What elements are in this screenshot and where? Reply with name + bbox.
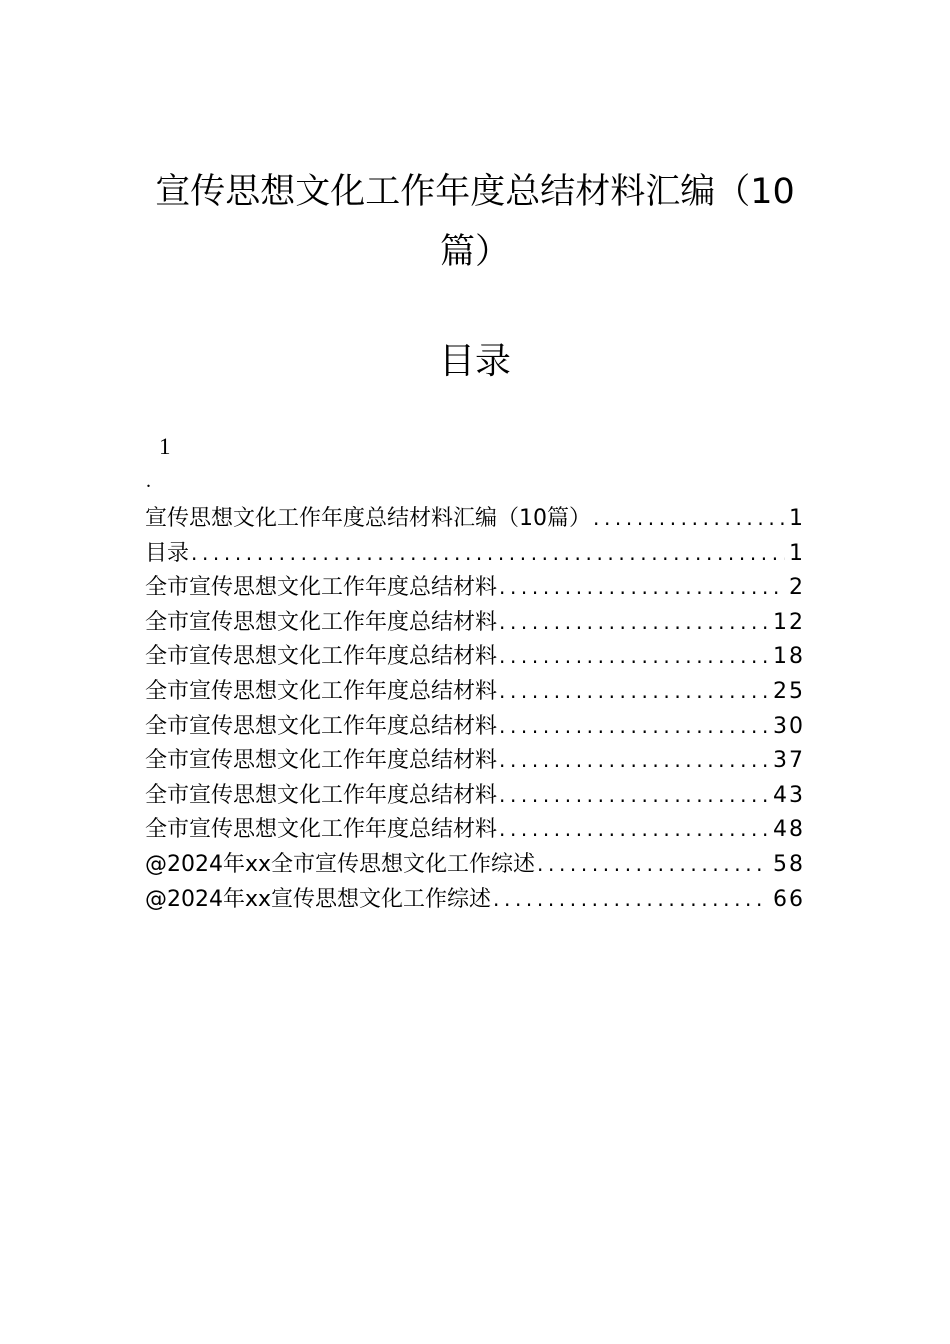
toc-entry[interactable] <box>145 812 805 847</box>
toc-leader-dots <box>499 812 769 846</box>
toc-entry[interactable] <box>145 709 805 744</box>
toc-entry[interactable] <box>145 570 805 605</box>
toc-entry[interactable] <box>145 639 805 674</box>
toc-leader-dots <box>537 847 769 881</box>
toc-entry[interactable] <box>145 536 805 571</box>
toc-leader-dots <box>499 639 769 673</box>
toc-entry-page: 1 <box>789 540 805 566</box>
toc-entry-title: 目录 <box>145 540 190 566</box>
toc-entry-page: 37 <box>773 748 805 774</box>
toc-leader-dots <box>191 536 785 570</box>
list-dot: . <box>146 470 151 492</box>
toc-leader-dots <box>499 674 769 708</box>
toc-entry-title: 全市宣传思想文化工作年度总结材料 <box>145 782 498 808</box>
toc-entry[interactable] <box>145 605 805 640</box>
toc-leader-dots <box>499 743 769 777</box>
toc-entry-page: 2 <box>789 575 805 601</box>
toc-entry-title: 全市宣传思想文化工作年度总结材料 <box>145 609 498 635</box>
toc-entry-page: 18 <box>773 644 805 670</box>
document-title-line-2: 篇） <box>439 232 510 272</box>
toc-entry-page: 43 <box>773 782 805 808</box>
toc-entry[interactable] <box>145 743 805 778</box>
toc-entry-title: @2024年xx宣传思想文化工作综述 <box>145 886 492 912</box>
toc-heading: 目录 <box>438 341 511 382</box>
toc-leader-dots <box>499 605 769 639</box>
toc-entry-page: 30 <box>773 713 805 739</box>
toc-entry-title: @2024年xx全市宣传思想文化工作综述 <box>145 851 536 877</box>
toc-entry-title: 全市宣传思想文化工作年度总结材料 <box>145 713 498 739</box>
toc-entry[interactable] <box>145 882 805 917</box>
toc-leader-dots <box>499 778 769 812</box>
list-number: 1 <box>159 434 171 459</box>
toc-entry-page: 1 <box>789 506 805 531</box>
document-title-line-1: 宣传思想文化工作年度总结材料汇编（10 <box>155 172 795 212</box>
toc-entry-title: 宣传思想文化工作年度总结材料汇编（10篇） <box>145 506 591 531</box>
toc-leader-dots <box>499 570 785 604</box>
toc-entry-title: 全市宣传思想文化工作年度总结材料 <box>145 575 498 601</box>
toc-entry[interactable] <box>145 501 805 536</box>
toc-leader-dots <box>493 882 769 916</box>
toc-entry-page: 25 <box>773 678 805 704</box>
toc-entry-title: 全市宣传思想文化工作年度总结材料 <box>145 644 498 670</box>
toc-entry-title: 全市宣传思想文化工作年度总结材料 <box>145 678 498 704</box>
toc-entry-title: 全市宣传思想文化工作年度总结材料 <box>145 817 498 843</box>
toc-leader-dots <box>499 709 769 743</box>
toc-leader-dots <box>593 501 785 535</box>
toc-entry[interactable] <box>145 674 805 709</box>
toc-entry[interactable] <box>145 778 805 813</box>
toc-entry[interactable] <box>145 847 805 882</box>
document-title <box>140 162 810 282</box>
toc-entry-page: 12 <box>773 609 805 635</box>
toc-entry-page: 66 <box>773 886 805 912</box>
toc-entry-page: 48 <box>773 817 805 843</box>
toc-entry-title: 全市宣传思想文化工作年度总结材料 <box>145 748 498 774</box>
table-of-contents <box>145 501 805 916</box>
toc-entry-page: 58 <box>773 851 805 877</box>
